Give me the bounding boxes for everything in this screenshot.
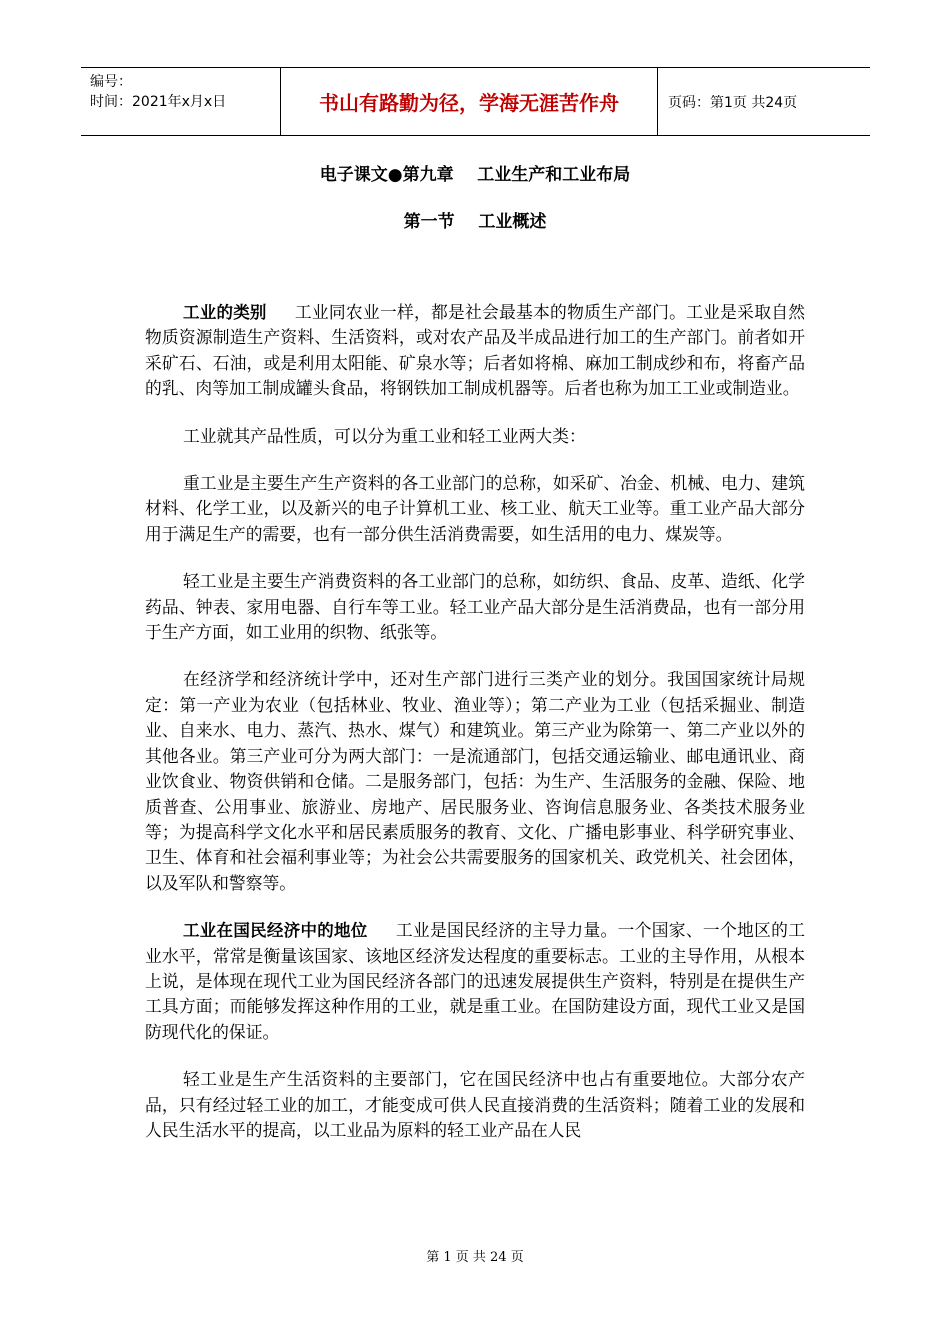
paragraph-text: 工业就其产品性质，可以分为重工业和轻工业两大类： — [183, 425, 586, 446]
paragraph-text: 在经济学和经济统计学中，还对生产部门进行三类产业的划分。我国国家统计局规定：第一产业为农业（包括林业、牧业、渔业等）；第二产业为工业（包括采掘业、制造业、自来水、电力、蒸汽、热水、煤气）和建筑业。第三产业为除第一、第二产业以外的其他各业。第三产业可分为两大部门：一是流通部门，包括交通运输业、邮电通讯业、商业饮食业、物资供销和仓储。二是服务部门，包括：为生产、生活服务的金融、保险、地质普查、公用事业、旅游业、房地产、居民服务业、咨询信息服务业、各类技术服务业等；为提高科学文化水平和居民素质服务的教育、文化、广播电影事业、科学研究事业、卫生、体育和社会福利事业等；为社会公共需要服务的国家机关、政党机关、社会团体，以及军队和警察等。 — [145, 669, 805, 893]
paragraph-text: 轻工业是生产生活资料的主要部门，它在国民经济中也占有重要地位。大部分农产品，只有经过轻工业的加工，才能变成可供人民直接消费的生活资料；随着工业的发展和人民生活水平的提高，以工业品为原料的轻工业产品在人民 — [145, 1069, 805, 1140]
date-text: 时间：2021年x月x日 — [90, 94, 227, 110]
paragraph — [145, 471, 805, 547]
number-label: 编号： — [90, 74, 132, 90]
header-meta-cell — [81, 68, 281, 135]
chapter-title: 电子课文●第九章 工业生产和工业布局 — [319, 165, 631, 185]
body-text — [145, 300, 805, 1165]
paragraph — [145, 667, 805, 896]
paragraph — [145, 569, 805, 645]
motto-text: 书山有路勤为径，学海无涯苦作舟 — [319, 91, 619, 115]
paragraph — [145, 300, 805, 402]
header-table — [81, 67, 870, 136]
page-count-text: 页码：第1页 共24页 — [668, 94, 798, 111]
paragraph — [145, 918, 805, 1045]
paragraph-text: 工业是国民经济的主导力量。一个国家、一个地区的工业水平，常常是衡量该国家、该地区经济发达程度的重要标志。工业的主导作用，从根本上说，是体现在现代工业为国民经济各部门的迅速发展提供生产资料，特别是在提供生产工具方面；而能够发挥这种作用的工业，就是重工业。在国防建设方面，现代工业又是国防现代化的保证。 — [145, 920, 805, 1042]
paragraph-heading: 工业在国民经济中的地位 — [183, 921, 368, 941]
paragraph-text: 轻工业是主要生产消费资料的各工业部门的总称，如纺织、食品、皮革、造纸、化学药品、钟表、家用电器、自行车等工业。轻工业产品大部分是生活消费品，也有一部分用于生产方面，如工业用的织物、纸张等。 — [145, 571, 805, 643]
paragraph — [145, 424, 805, 449]
page-footer: 第 1 页 共 24 页 — [426, 1250, 524, 1265]
paragraph-text: 重工业是主要生产生产资料的各工业部门的总称，如采矿、冶金、机械、电力、建筑材料、化学工业，以及新兴的电子计算机工业、核工业、航天工业等。重工业产品大部分用于满足生产的需要，也有一部分供生活消费需要，如生活用的电力、煤炭等。 — [145, 473, 805, 544]
paragraph-heading: 工业的类别 — [183, 303, 267, 322]
motto-cell — [281, 68, 658, 135]
paragraph-text: 工业同农业一样，都是社会最基本的物质生产部门。工业是采取自然物质资源制造生产资料、生活资料，或对农产品及半成品进行加工的生产部门。前者如开采矿石、石油，或是利用太阳能、矿泉水等；后者如将棉、麻加工制成纱和布，将畜产品的乳、肉等加工制成罐头食品，将钢铁加工制成机器等。后者也称为加工工业或制造业。 — [145, 302, 805, 399]
section-title: 第一节 工业概述 — [403, 212, 547, 232]
page-count-cell — [658, 68, 870, 135]
paragraph — [145, 1067, 805, 1143]
